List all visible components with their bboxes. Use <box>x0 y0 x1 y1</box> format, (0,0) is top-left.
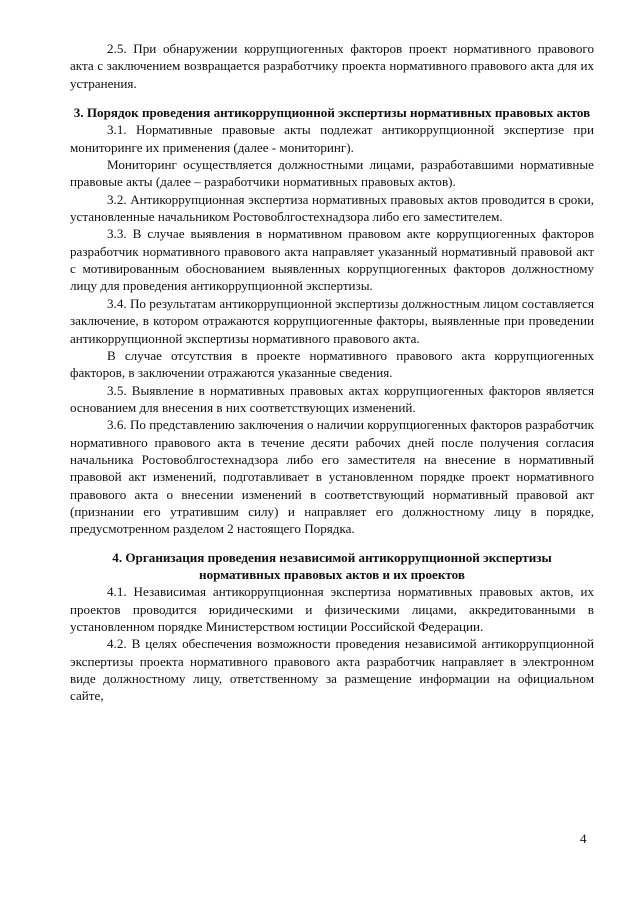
paragraph-3-2: 3.2. Антикоррупционная экспертиза нормативных правовых актов проводится в сроки, установленные начальником Ростовоблгостехнадзора либо его заместителем. <box>70 191 594 225</box>
paragraph-4-1: 4.1. Независимая антикоррупционная экспертиза нормативных правовых актов, их проектов проводится юридическими и физическими лицами, аккредитованными в установленном порядке Министерством юстиции Российской Федерации. <box>70 584 594 634</box>
paragraph-3-1: 3.1. Нормативные правовые акты подлежат антикоррупционной экспертизе при мониторинге их применения (далее - мониторинг). <box>70 122 594 155</box>
section-3-heading: 3. Порядок проведения антикоррупционной экспертизы нормативных правовых актов <box>73 105 591 121</box>
spacer <box>70 538 594 549</box>
paragraph-2-5: 2.5. При обнаружении коррупциогенных факторов проект нормативного правового акта с заключением возвращается разработчику проекта нормативного правового акта для их устранения. <box>70 41 594 91</box>
paragraph-3-3: 3.3. В случае выявления в нормативном правовом акте коррупциогенных факторов разработчик нормативного правового акта направляет указанный нормативный правовой акт с мотивированным обоснованием выявленных коррупциогенных факторов должностному лицу для проведения антикоррупционной экспертизы. <box>70 226 594 294</box>
paragraph-3-4-absence: В случае отсутствия в проекте нормативного правового акта коррупциогенных факторов, в заключении отражаются указанные сведения. <box>70 347 594 381</box>
section-4-heading: 4. Организация проведения независимой антикоррупционной экспертизы нормативных правовых актов и их проектов <box>112 549 552 582</box>
paragraph-4-2: 4.2. В целях обеспечения возможности проведения независимой антикоррупционной экспертизы проекта нормативного правового акта разработчик направляет в электронном виде должностному лицу, ответственному за размещение информации на официальном сайте, <box>70 636 594 704</box>
paragraph-3-1-monitoring: Мониторинг осуществляется должностными лицами, разработавшими нормативные правовые акты (далее – разработчики нормативных правовых актов). <box>70 157 594 190</box>
spacer <box>70 92 594 104</box>
paragraph-3-5: 3.5. Выявление в нормативных правовых актах коррупциогенных факторов является основанием для внесения в них соответствующих изменений. <box>70 382 594 415</box>
page-number: 4 <box>580 831 587 846</box>
document-body <box>70 40 594 705</box>
paragraph-3-4: 3.4. По результатам антикоррупционной экспертизы должностным лицом составляется заключение, в котором отражаются коррупциогенные факторы, выявленные при проведении антикоррупционной экспертизы нормативного правового акта. <box>70 295 594 346</box>
paragraph-3-6: 3.6. По представлению заключения о наличии коррупциогенных факторов разработчик нормативного правового акта в течение десяти рабочих дней после получения согласия начальника Ростовоблгостехнадзора либо его заместителя на внесение в нормативный правовой акт изменений, подготавливает в установленном порядке проект нормативного правового акта о внесении изменений в соответствующий нормативный правовой акт (признании его утратившим силу) и направляет его должностному лицу в порядке, предусмотренном разделом 2 настоящего Порядка. <box>70 417 594 537</box>
